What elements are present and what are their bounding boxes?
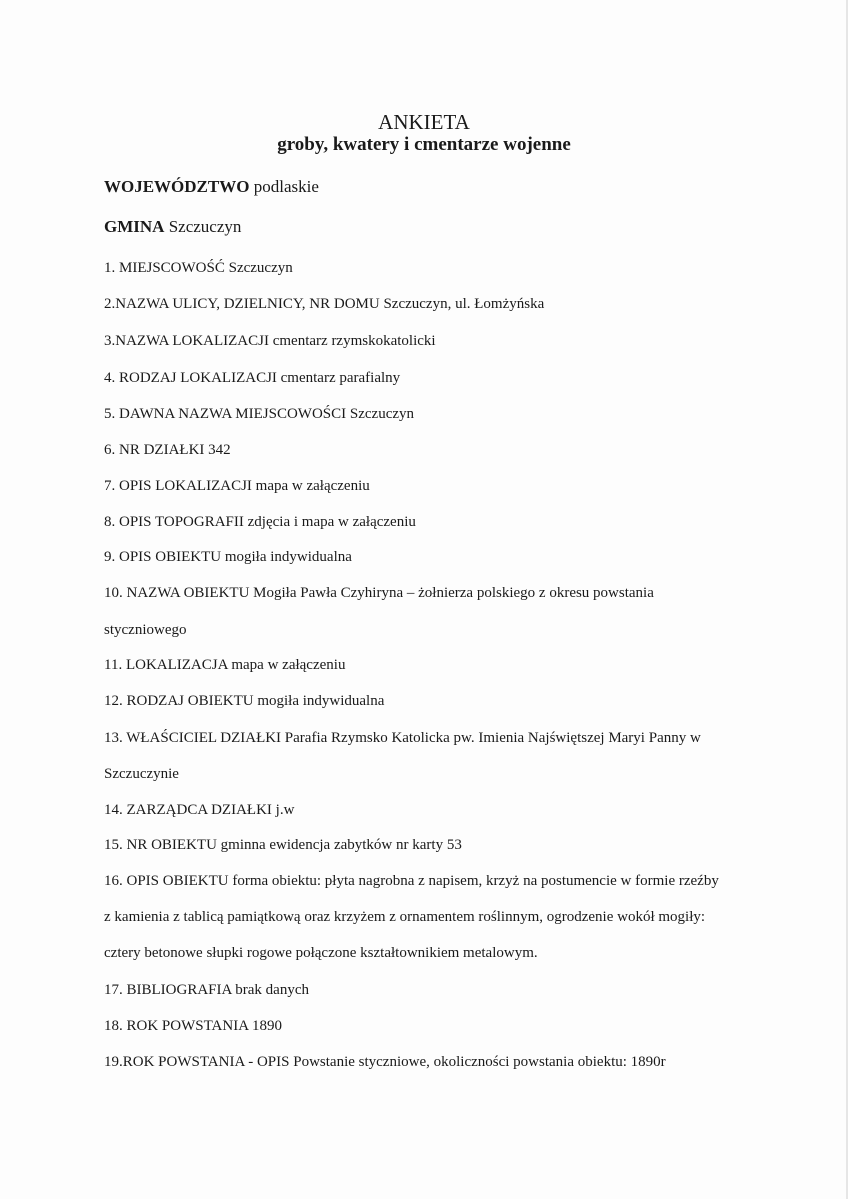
field-opis-obiektu-forma-cont2: cztery betonowe słupki rogowe połączone kształtownikiem metalowym. (104, 945, 538, 961)
field-nazwa-ulicy: 2.NAZWA ULICY, DZIELNICY, NR DOMU Szczuczyn, ul. Łomżyńska (104, 296, 545, 312)
gmina-line (104, 218, 241, 236)
field-nazwa-obiektu: 10. NAZWA OBIEKTU Mogiła Pawła Czyhiryna – żołnierza polskiego z okresu powstania (104, 585, 654, 601)
field-nazwa-lokalizacji: 3.NAZWA LOKALIZACJI cmentarz rzymskokatolicki (104, 333, 436, 349)
field-opis-obiektu-forma: 16. OPIS OBIEKTU forma obiektu: płyta nagrobna z napisem, krzyż na postumencie w formie rzeźby (104, 873, 719, 889)
field-opis-topografii: 8. OPIS TOPOGRAFII zdjęcia i mapa w załączeniu (104, 514, 416, 530)
field-bibliografia: 17. BIBLIOGRAFIA brak danych (104, 982, 309, 998)
document-subtitle: groby, kwatery i cmentarze wojenne (277, 134, 571, 155)
field-wlasciciel-cont: Szczuczynie (104, 766, 179, 782)
field-rodzaj-obiektu: 12. RODZAJ OBIEKTU mogiła indywidualna (104, 693, 385, 709)
field-nr-dzialki: 6. NR DZIAŁKI 342 (104, 442, 231, 458)
field-rok-powstania: 18. ROK POWSTANIA 1890 (104, 1018, 282, 1034)
document-title: ANKIETA (378, 110, 470, 134)
field-lokalizacja: 11. LOKALIZACJA mapa w załączeniu (104, 657, 346, 673)
gmina-label: GMINA (104, 217, 165, 236)
field-rodzaj-lokalizacji: 4. RODZAJ LOKALIZACJI cmentarz parafialny (104, 370, 401, 386)
field-opis-obiektu: 9. OPIS OBIEKTU mogiła indywidualna (104, 549, 352, 565)
field-zarzadca: 14. ZARZĄDCA DZIAŁKI j.w (104, 802, 295, 818)
wojewodztwo-value: podlaskie (253, 177, 319, 196)
field-opis-lokalizacji: 7. OPIS LOKALIZACJI mapa w załączeniu (104, 478, 370, 494)
gmina-value: Szczuczyn (168, 217, 242, 236)
field-rok-powstania-opis: 19.ROK POWSTANIA - OPIS Powstanie styczniowe, okoliczności powstania obiektu: 1890r (104, 1054, 666, 1070)
field-nr-obiektu: 15. NR OBIEKTU gminna ewidencja zabytków nr karty 53 (104, 837, 462, 853)
field-nazwa-obiektu-cont: styczniowego (104, 622, 187, 638)
field-wlasciciel: 13. WŁAŚCICIEL DZIAŁKI Parafia Rzymsko Katolicka pw. Imienia Najświętszej Maryi Panny w (104, 730, 701, 746)
field-miejscowosc: 1. MIEJSCOWOŚĆ Szczuczyn (104, 260, 293, 276)
wojewodztwo-label: WOJEWÓDZTWO (104, 177, 250, 196)
field-opis-obiektu-forma-cont1: z kamienia z tablicą pamiątkową oraz krzyżem z ornamentem roślinnym, ogrodzenie wokół mogiły: (104, 909, 706, 925)
wojewodztwo-line (104, 178, 319, 196)
field-dawna-nazwa: 5. DAWNA NAZWA MIEJSCOWOŚCI Szczuczyn (104, 406, 415, 422)
